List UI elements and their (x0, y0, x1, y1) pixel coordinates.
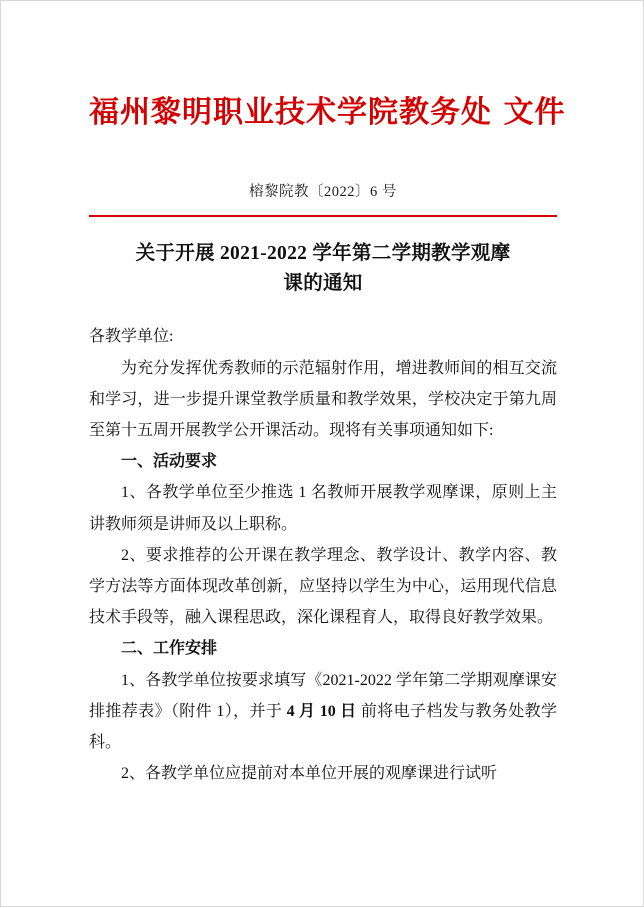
paragraph-rich (89, 665, 557, 759)
paragraph-segment-bold: 4 月 10 日 (286, 702, 357, 720)
paragraph: 为充分发挥优秀教师的示范辐射作用，增进教师间的相互交流和学习，进一步提升课堂教学质量和教学效果，学校决定于第九周至第十五周开展教学公开课活动。现将有关事项通知如下: (89, 359, 557, 439)
paragraph: 2、要求推荐的公开课在教学理念、教学设计、教学内容、教学方法等方面体现改革创新，应坚持以学生为中心，运用现代信息技术手段等，融入课程思政，深化课程育人，取得良好教学效果。 (89, 546, 557, 627)
document-number: 榕黎院教〔2022〕6 号 (249, 184, 397, 200)
paragraph: 2、各教学单位应提前对本单位开展的观摩课进行试听 (121, 765, 498, 783)
salutation: 各教学单位: (89, 328, 174, 346)
document-subject (89, 239, 557, 299)
section-heading: 一、活动要求 (121, 453, 218, 471)
subject-line-1: 关于开展 2021-2022 学年第二学期教学观摩 (135, 243, 511, 264)
document-body (1, 1, 644, 908)
paragraph-segment: 前将电子档发与教务处教学科。 (89, 702, 557, 751)
paragraph: 1、各教学单位至少推选 1 名教师开展教学观摩课，原则上主讲教师须是讲师及以上职称。 (89, 484, 557, 533)
document-content (89, 353, 557, 790)
document-header-title: 福州黎明职业技术学院教务处 文件 (89, 95, 566, 130)
paragraph-segment: 1、各教学单位按要求填写《2021-2022 学年第二学期观摩课安排推荐表》（附件 1），并于 (89, 671, 557, 720)
section-heading: 二、工作安排 (121, 640, 218, 658)
subject-line-2: 课的通知 (283, 273, 363, 295)
red-divider-rule (89, 215, 557, 217)
